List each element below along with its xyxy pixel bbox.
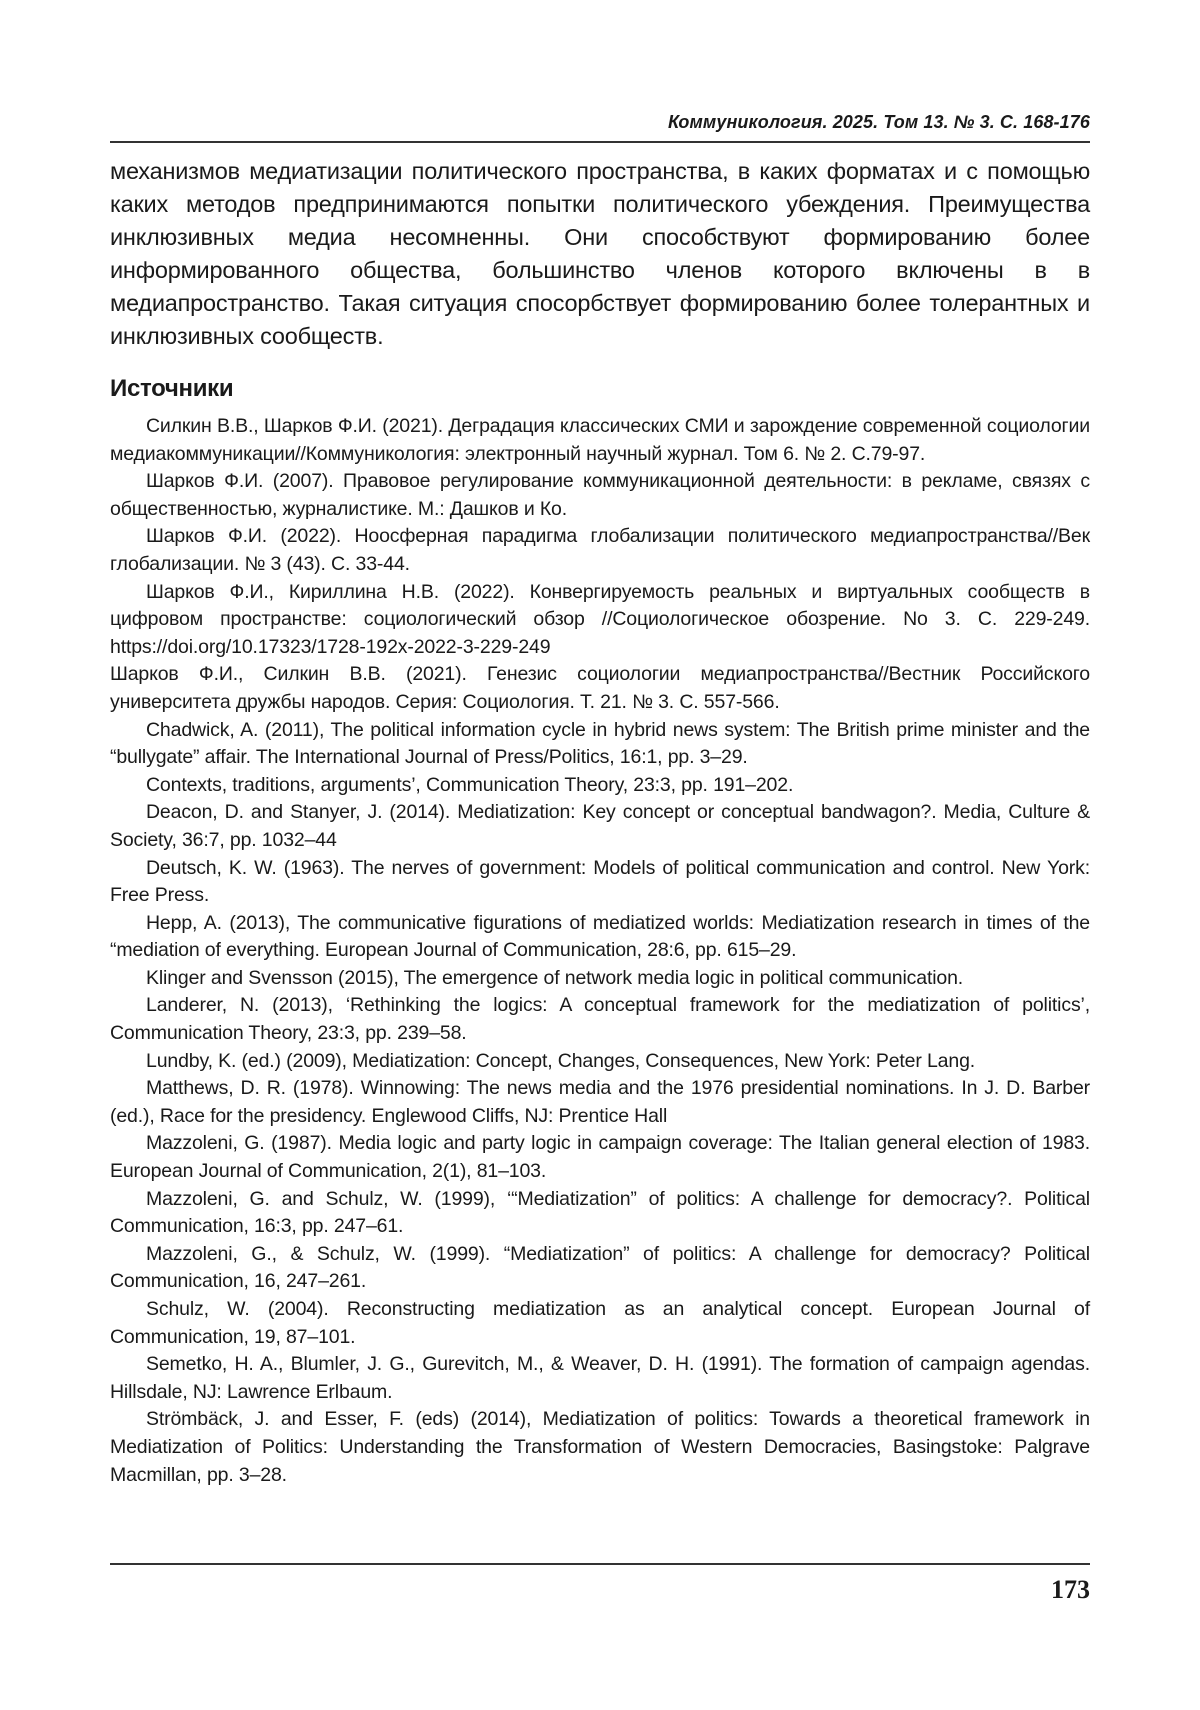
reference-item: Шарков Ф.И., Кириллина Н.В. (2022). Конвергируемость реальных и виртуальных сообществ в цифровом пространстве: социологический обзор //Социологическое обозрение. No 3. С. 229-249. https://doi.org/10.17323/1728-192x-2022-3-229-249	[110, 580, 1090, 658]
page-footer	[110, 1563, 1090, 1605]
reference-item: Deacon, D. and Stanyer, J. (2014). Mediatization: Key concept or conceptual bandwagon?. Media, Culture & Society, 36:7, pp. 1032–44	[110, 801, 1090, 851]
reference-item: Klinger and Svensson (2015), The emergence of network media logic in political communication.	[146, 966, 964, 989]
reference-item: Contexts, traditions, arguments’, Communication Theory, 23:3, pp. 191–202.	[146, 773, 794, 796]
reference-item: Mazzoleni, G., & Schulz, W. (1999). “Mediatization” of politics: A challenge for democracy? Political Communication, 16, 247–261.	[110, 1242, 1090, 1293]
reference-item: Strömbäck, J. and Esser, F. (eds) (2014), Mediatization of politics: Towards a theoretical framework in Mediatization of Politics: Understanding the Transformation of Western Democracies, Basingstoke: Palgrave Macmillan, pp. 3–28.	[110, 1408, 1090, 1486]
reference-item: Mazzoleni, G. and Schulz, W. (1999), ‘“Mediatization” of politics: A challenge for democracy?. Political Communication, 16:3, pp. 247–61.	[110, 1187, 1090, 1238]
running-head: Коммуникология. 2025. Том 13. № 3. С. 168-176	[110, 112, 1090, 143]
reference-list	[110, 413, 1090, 1489]
reference-item: Mazzoleni, G. (1987). Media logic and party logic in campaign coverage: The Italian general election of 1983. European Journal of Communication, 2(1), 81–103.	[110, 1132, 1090, 1183]
reference-item: Deutsch, K. W. (1963). The nerves of government: Models of political communication and control. New York: Free Press.	[110, 856, 1090, 907]
reference-item: Matthews, D. R. (1978). Winnowing: The news media and the 1976 presidential nominations. In J. D. Barber (ed.), Race for the presidency. Englewood Cliffs, NJ: Prentice Hall	[110, 1077, 1090, 1127]
reference-item: Chadwick, A. (2011), The political information cycle in hybrid news system: The British prime minister and the “bullygate” affair. The International Journal of Press/Politics, 16:1, pp. 3–29.	[110, 718, 1090, 769]
reference-item: Semetko, H. A., Blumler, J. G., Gurevitch, M., & Weaver, D. H. (1991). The formation of campaign agendas. Hillsdale, NJ: Lawrence Erlbaum.	[110, 1353, 1090, 1403]
reference-item: Силкин В.В., Шарков Ф.И. (2021). Деградация классических СМИ и зарождение современной социологии медиакоммуникации//Коммуникология: электронный научный журнал. Том 6. № 2. С.79-97.	[110, 415, 1090, 465]
body-paragraph: механизмов медиатизации политического пространства, в каких форматах и с помощью каких методов предпринимаются попытки политического убеждения. Преимущества инклюзивных медиа несомненны. Они способствуют формированию более информированного общества, большинство членов которого включены в в медиапространство. Такая ситуация спосорбствует формированию более толерантных и инклюзивных сообществ.	[110, 158, 1090, 349]
reference-item: Schulz, W. (2004). Reconstructing mediatization as an analytical concept. European Journal of Communication, 19, 87–101.	[110, 1298, 1090, 1348]
section-title: Источники	[110, 375, 234, 402]
page-number: 173	[1051, 1575, 1090, 1604]
page	[110, 112, 1090, 1489]
reference-item: Шарков Ф.И. (2022). Ноосферная парадигма глобализации политического медиапространства//Век глобализации. № 3 (43). С. 33-44.	[110, 525, 1090, 575]
reference-item: Landerer, N. (2013), ‘Rethinking the logics: A conceptual framework for the mediatization of politics’, Communication Theory, 23:3, pp. 239–58.	[110, 994, 1090, 1045]
reference-item: Шарков Ф.И., Силкин В.В. (2021). Генезис социологии медиапространства//Вестник Российского университета дружбы народов. Серия: Социология. Т. 21. № 3. С. 557-566.	[110, 663, 1090, 713]
reference-item: Hepp, A. (2013), The communicative figurations of mediatized worlds: Mediatization research in times of the “mediation of everything. European Journal of Communication, 28:6, pp. 615–29.	[110, 911, 1090, 962]
reference-item: Шарков Ф.И. (2007). Правовое регулирование коммуникационной деятельности: в рекламе, связях с общественностью, журналистике. М.: Дашков и Ко.	[110, 470, 1090, 520]
reference-item: Lundby, K. (ed.) (2009), Mediatization: Concept, Changes, Consequences, New York: Peter Lang.	[146, 1049, 976, 1072]
